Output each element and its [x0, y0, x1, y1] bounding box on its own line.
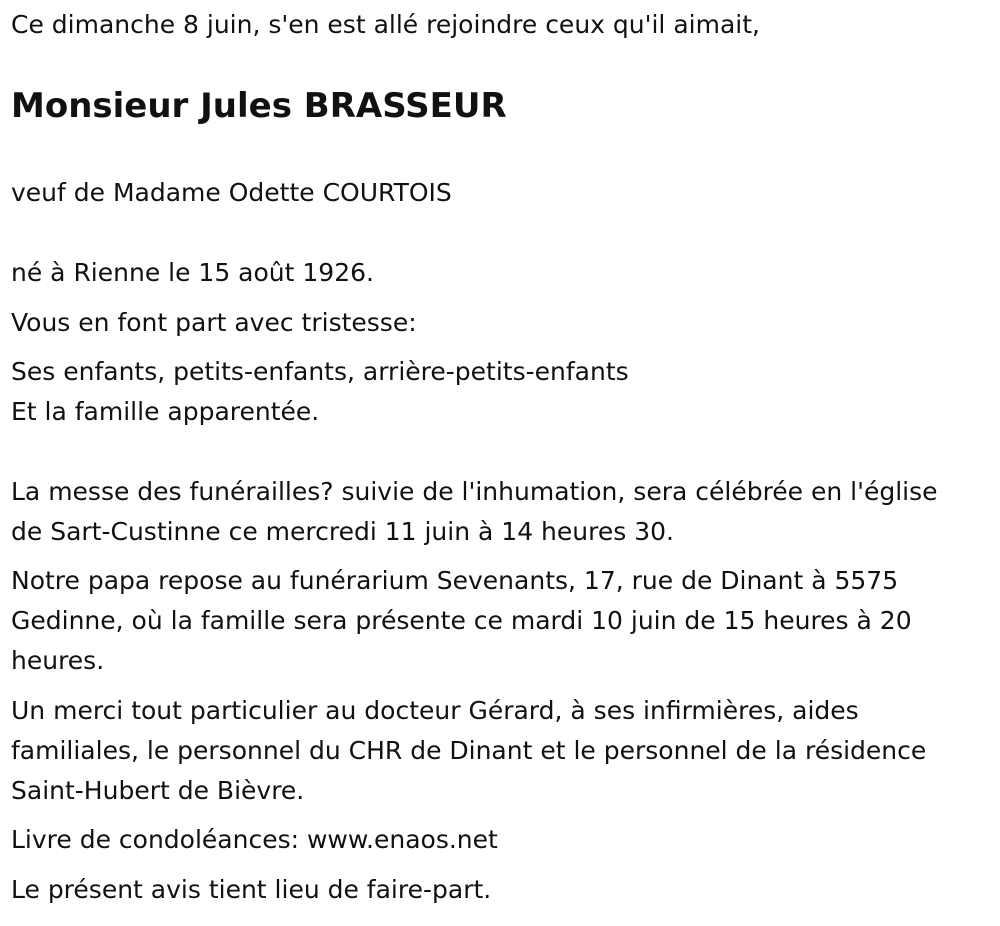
- announcement-text: Vous en font part avec tristesse:: [11, 308, 417, 337]
- condolences-text: Livre de condoléances: www.enaos.net: [11, 825, 498, 854]
- thanks-line-1: Un merci tout particulier au docteur Gérard, à ses infirmières, aides: [11, 696, 859, 725]
- deceased-name: Monsieur Jules BRASSEUR: [11, 86, 507, 126]
- thanks-line-3: Saint-Hubert de Bièvre.: [11, 776, 305, 805]
- mass-line-2: de Sart-Custinne ce mercredi 11 juin à 14 heures 30.: [11, 517, 674, 546]
- funeral-home-line-2: Gedinne, où la famille sera présente ce mardi 10 juin de 15 heures à 20: [11, 606, 912, 635]
- intro-text: Ce dimanche 8 juin, s'en est allé rejoindre ceux qu'il aimait,: [11, 10, 760, 39]
- closing-text: Le présent avis tient lieu de faire-part.: [11, 875, 492, 904]
- funeral-home-line-3: heures.: [11, 646, 105, 675]
- funeral-home-line-1: Notre papa repose au funérarium Sevenants, 17, rue de Dinant à 5575: [11, 566, 899, 595]
- mass-line-1: La messe des funérailles? suivie de l'inhumation, sera célébrée en l'église: [11, 477, 938, 506]
- thanks-line-2: familiales, le personnel du CHR de Dinant et le personnel de la résidence: [11, 736, 927, 765]
- birth-text: né à Rienne le 15 août 1926.: [11, 258, 374, 287]
- spouse-text: veuf de Madame Odette COURTOIS: [11, 178, 452, 207]
- family-line-1: Ses enfants, petits-enfants, arrière-petits-enfants: [11, 357, 629, 386]
- family-line-2: Et la famille apparentée.: [11, 397, 320, 426]
